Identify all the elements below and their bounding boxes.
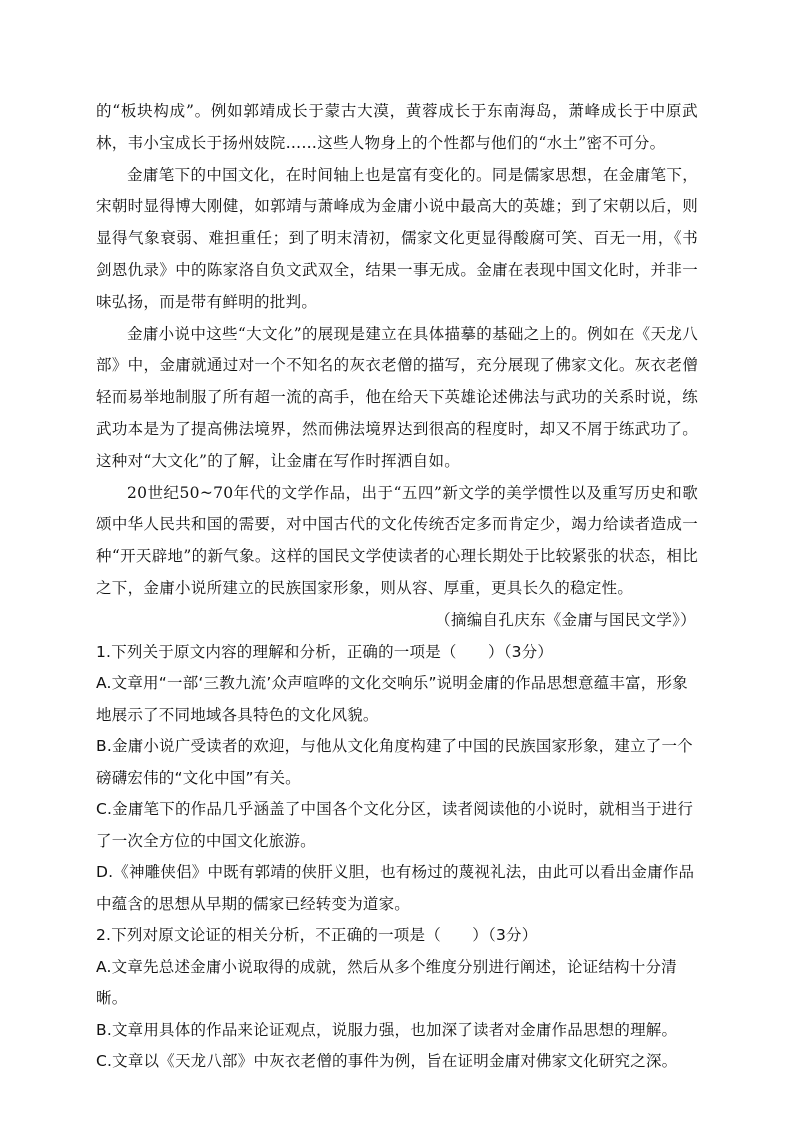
passage-paragraph: 金庸笔下的中国文化，在时间轴上也是富有变化的。同是儒家思想，在金庸笔下，宋朝时显得博大刚健，如郭靖与萧峰成为金庸小说中最高大的英雄；到了宋朝以后，则显得气象衰弱、难担重任；到了明末清初，儒家文化更显得酸腐可笑、百无一用，《书剑恩仇录》中的陈家洛自负文武双全，结果一事无成。金庸在表现中国文化时，并非一味弘扬，而是带有鲜明的批判。 [96, 165, 698, 311]
question-options [96, 668, 698, 920]
question-1 [96, 637, 698, 921]
option-d: D.《神雕侠侣》中既有郭靖的侠肝义胆，也有杨过的蔑视礼法，由此可以看出金庸作品中蕴含的思想从早期的儒家已经转变为道家。 [96, 863, 695, 913]
question-2 [96, 920, 698, 1078]
passage-paragraph: 20世纪50~70年代的文学作品，出于“五四”新文学的美学惯性以及重写历史和歌颂中华人民共和国的需要，对中国古代的文化传统否定多而肯定少，竭力给读者造成一种“开天辟地”的新气象。这样的国民文学使读者的心理长期处于比较紧张的状态，相比之下，金庸小说所建立的民族国家形象，则从容、厚重，更具长久的稳定性。 [96, 483, 698, 597]
question-options [96, 952, 698, 1078]
question-stem: 2.下列对原文论证的相关分析，不正确的一项是（ ）（3分） [96, 926, 538, 945]
question-stem: 1.下列关于原文内容的理解和分析，正确的一项是（ ）（3分） [96, 642, 554, 661]
option-c: C.文章以《天龙八部》中灰衣老僧的事件为例，旨在证明金庸对佛家文化研究之深。 [96, 1052, 678, 1071]
option-b: B.文章用具体的作品来论证观点，说服力强，也加深了读者对金庸作品思想的理解。 [96, 1020, 678, 1039]
option-c: C.金庸笔下的作品几乎涵盖了中国各个文化分区，读者阅读他的小说时，就相当于进行了一次全方位的中国文化旅游。 [96, 800, 694, 850]
passage-paragraph: 金庸小说中这些“大文化”的展现是建立在具体描摹的基础之上的。例如在《天龙八部》中，金庸就通过对一个不知名的灰衣老僧的描写，充分展现了佛家文化。灰衣老僧轻而易举地制服了所有超一流的高手，他在给天下英雄论述佛法与武功的关系时说，练武功本是为了提高佛法境界，然而佛法境界达到很高的程度时，却又不屑于练武功了。这种对“大文化”的了解，让金庸在写作时挥洒自如。 [96, 324, 698, 470]
page-content [96, 96, 698, 1078]
option-b: B.金庸小说广受读者的欢迎，与他从文化角度构建了中国的民族国家形象，建立了一个磅礴宏伟的“文化中国”有关。 [96, 737, 693, 787]
passage-source: （摘编自孔庆东《金庸与国民文学》） [435, 610, 696, 629]
passage-paragraph: 的“板块构成”。例如郭靖成长于蒙古大漠，黄蓉成长于东南海岛，萧峰成长于中原武林，韦小宝成长于扬州妓院……这些人物身上的个性都与他们的“水土”密不可分。 [96, 102, 698, 152]
option-a: A.文章先总述金庸小说取得的成就，然后从多个维度分别进行阐述，论证结构十分清晰。 [96, 957, 677, 1008]
option-a: A.文章用“一部‘三教九流’众声喧哗的文化交响乐”说明金庸的作品思想意蕴丰富，形象地展示了不同地域各具特色的文化风貌。 [96, 674, 688, 724]
